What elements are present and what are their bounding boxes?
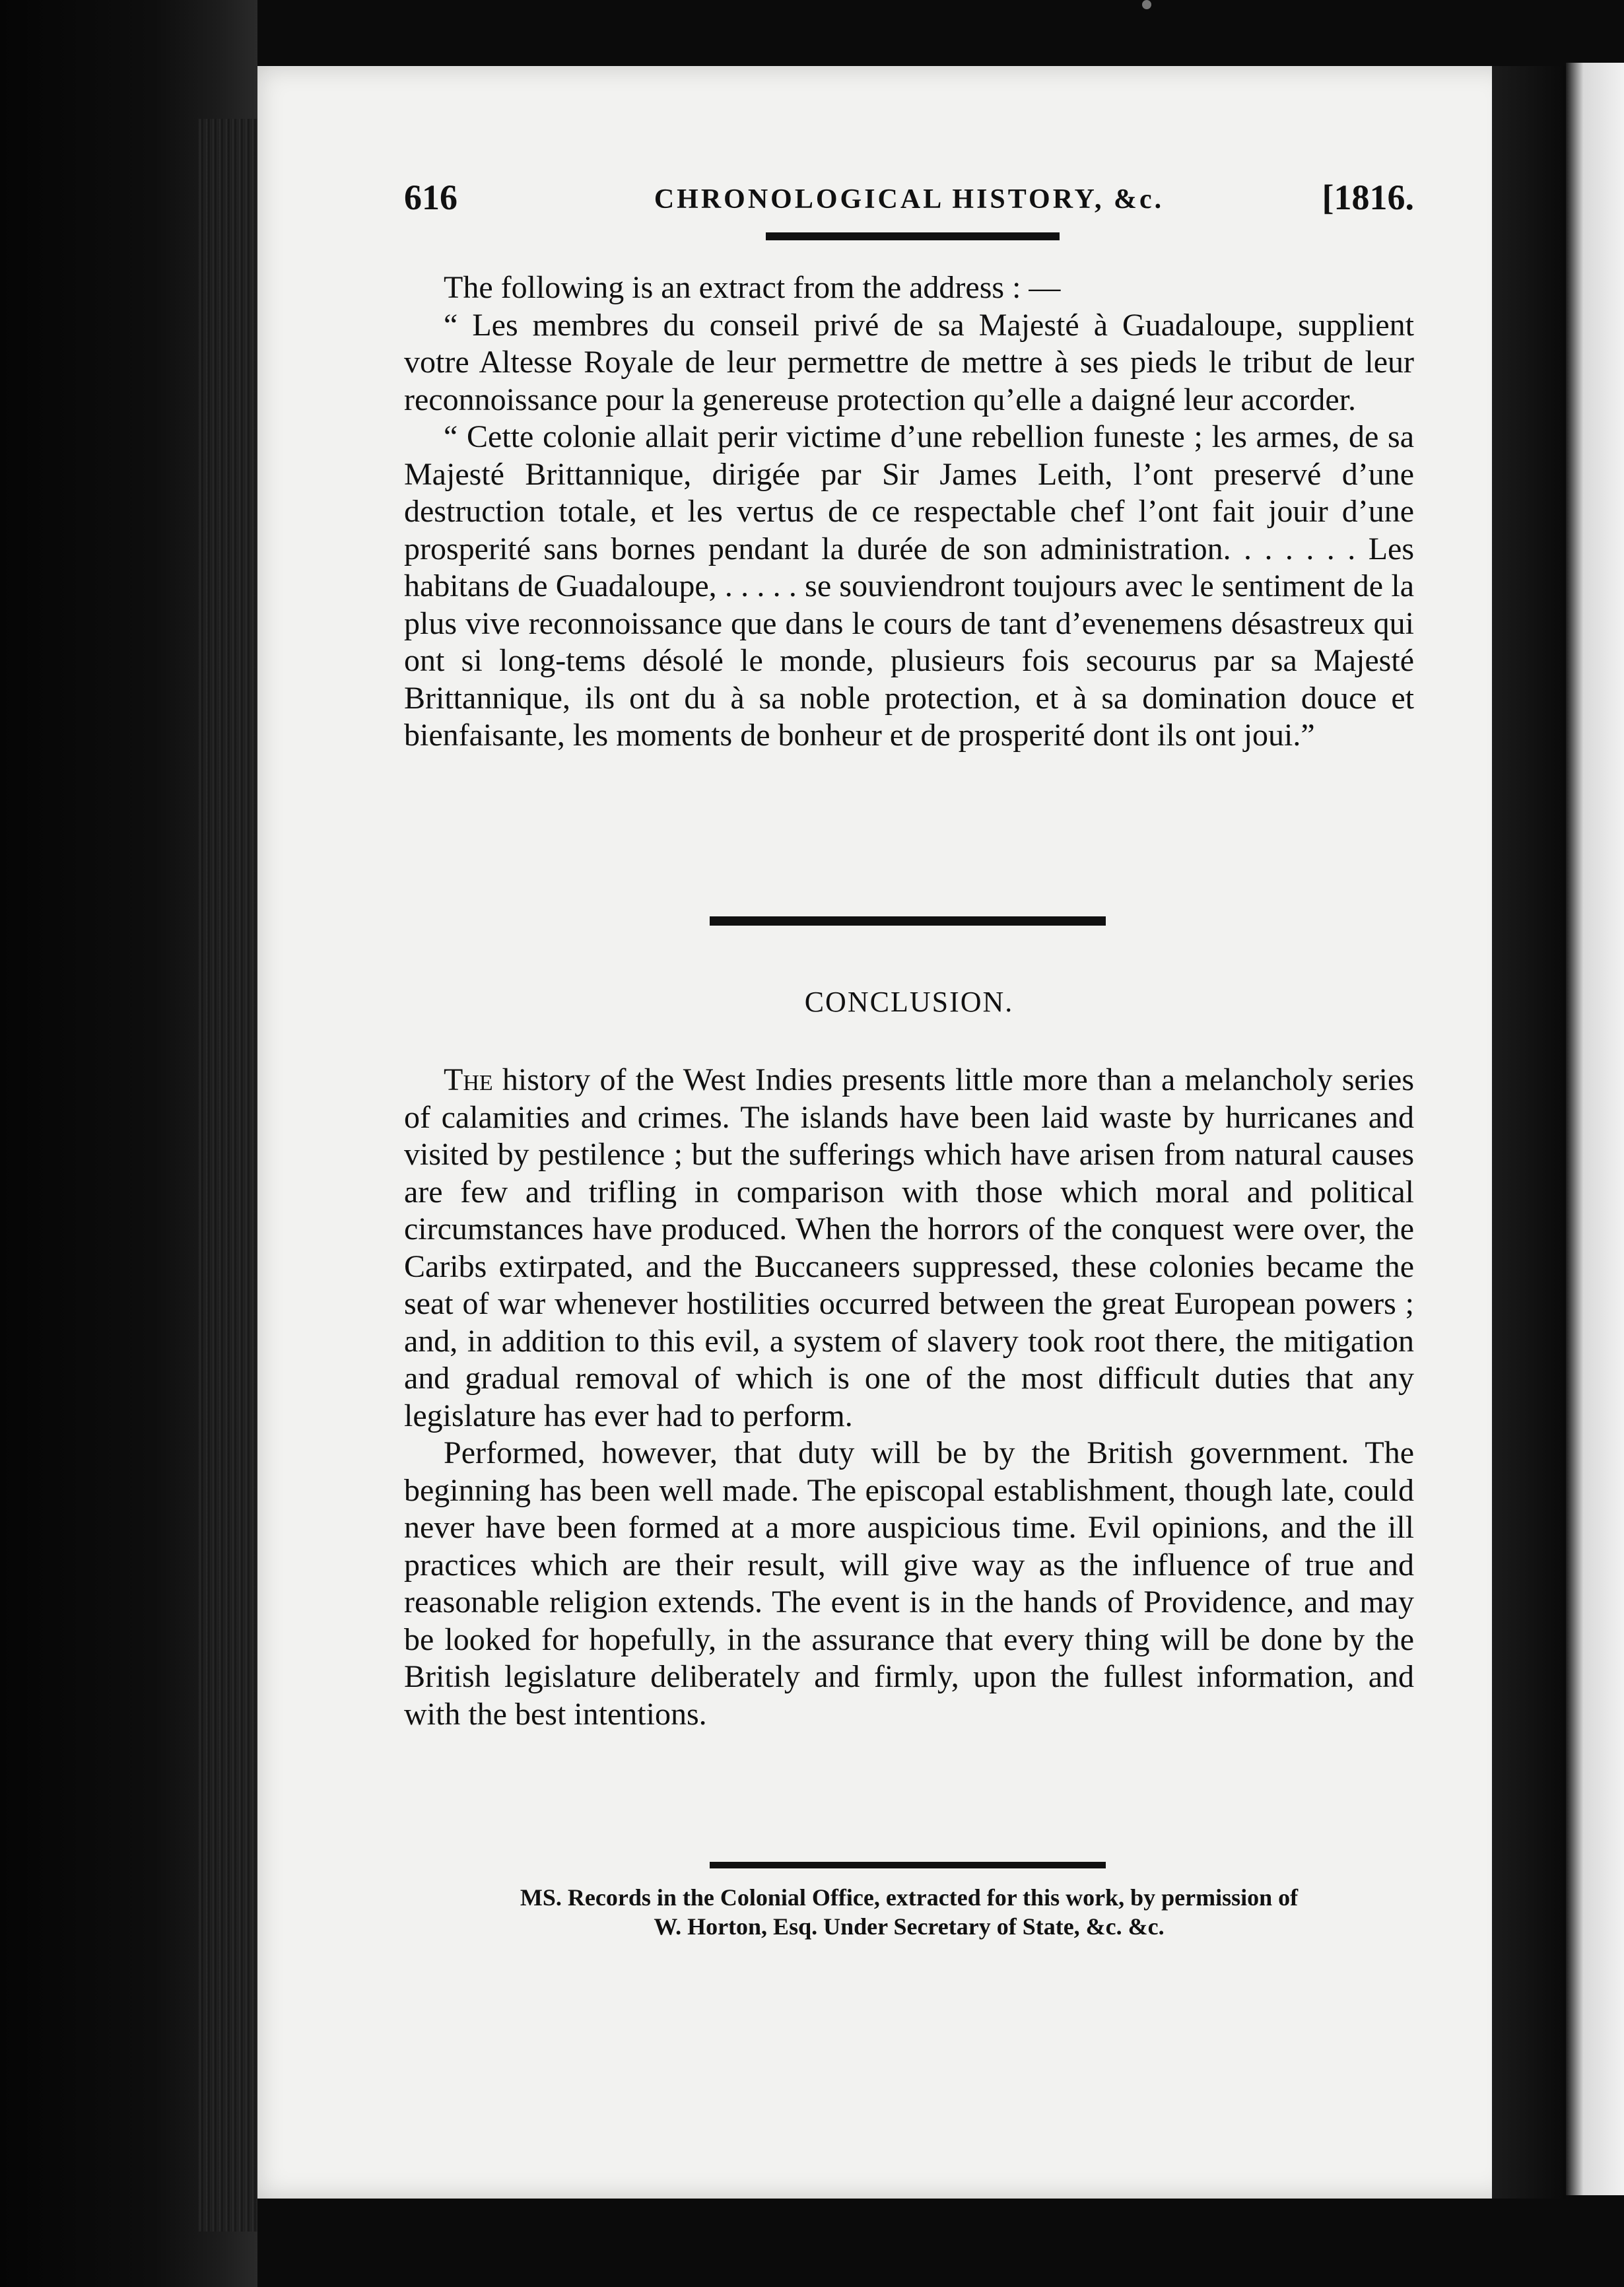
running-title: CHRONOLOGICAL HISTORY, &c.: [654, 184, 1165, 215]
section-heading: CONCLUSION.: [804, 986, 1014, 1018]
section-divider-rule: [710, 916, 1106, 926]
footnote: [404, 1883, 1414, 1941]
footnote-line-2: W. Horton, Esq. Under Secretary of State, &c. &c.: [654, 1913, 1165, 1940]
extract-paragraph-1: “ Les membres du conseil privé de sa Majesté à Guadaloupe, supplient votre Altesse Royale de leur permettre de mettre à ses pieds le tribut de leur reconnoissance pour la genereuse protection qu’elle a daigné leur accorder.: [404, 307, 1414, 417]
page-header: [404, 177, 1414, 230]
conclusion-text: [404, 1062, 1414, 1733]
lead-word: The: [444, 1062, 493, 1097]
page-number: 616: [404, 178, 457, 217]
conclusion-paragraph-1-text: history of the West Indies presents little more than a melancholy series of calamities and crimes. The islands have been laid waste by hurricanes and visited by pestilence ; but the sufferings which have arisen from natural causes are few and trifling in comparison with those which moral and political circumstances have produced. When the horrors of the conquest were over, the Caribs extirpated, and the Buccaneers suppressed, these colonies became the seat of war whenever hostilities occurred between the great European powers ; and, in addition to this evil, a system of slavery took root there, the mitigation and gradual removal of which is one of the most difficult duties that any legislature has ever had to perform.: [404, 1062, 1415, 1433]
address-extract: [404, 269, 1414, 755]
header-rule: [766, 232, 1060, 240]
conclusion-paragraph-2: Performed, however, that duty will be by the British government. The beginning has been well made. The episcopal establishment, though late, could never have been formed at a more auspicious time. Evil opinions, and the ill practices which are their result, will give way as the influence of true and reasonable religion extends. The event is in the hands of Providence, and may be looked for hopefully, in the assurance that every thing will be done by the British legislature deliberately and firmly, upon the fullest information, and with the best intentions.: [404, 1435, 1414, 1732]
scan-speck: [1142, 0, 1151, 9]
running-year: [1816.: [1322, 178, 1414, 217]
facing-page-edge: [1566, 63, 1624, 2195]
page-edges-left: [198, 119, 257, 2232]
extract-intro: The following is an extract from the address : —: [444, 270, 1061, 305]
footnote-line-1: MS. Records in the Colonial Office, extracted for this work, by permission of: [520, 1884, 1299, 1911]
conclusion-paragraph-1: [404, 1062, 1414, 1435]
book-gutter: [1492, 66, 1566, 2199]
extract-paragraph-2: “ Cette colonie allait perir victime d’une rebellion funeste ; les armes, de sa Majesté Brittannique, dirigée par Sir James Leith, l’ont preservé d’une destruction totale, et les vertus de ce respectable chef l’ont fait jouir d’une prosperité sans bornes pendant la durée de son administration. . . . . . . Les habitans de Guadaloupe, . . . . . se souviendront toujours avec le sentiment de la plus vive reconnoissance que dans le cours de tant d’evenemens désastreux qui ont si long-tems désolé le monde, plusieurs fois secourus par sa Majesté Brittannique, ils ont du à sa noble protection, et à sa domination douce et bienfaisante, les moments de bonheur et de prosperité dont ils ont joui.”: [404, 419, 1414, 753]
footnote-rule: [710, 1862, 1106, 1868]
